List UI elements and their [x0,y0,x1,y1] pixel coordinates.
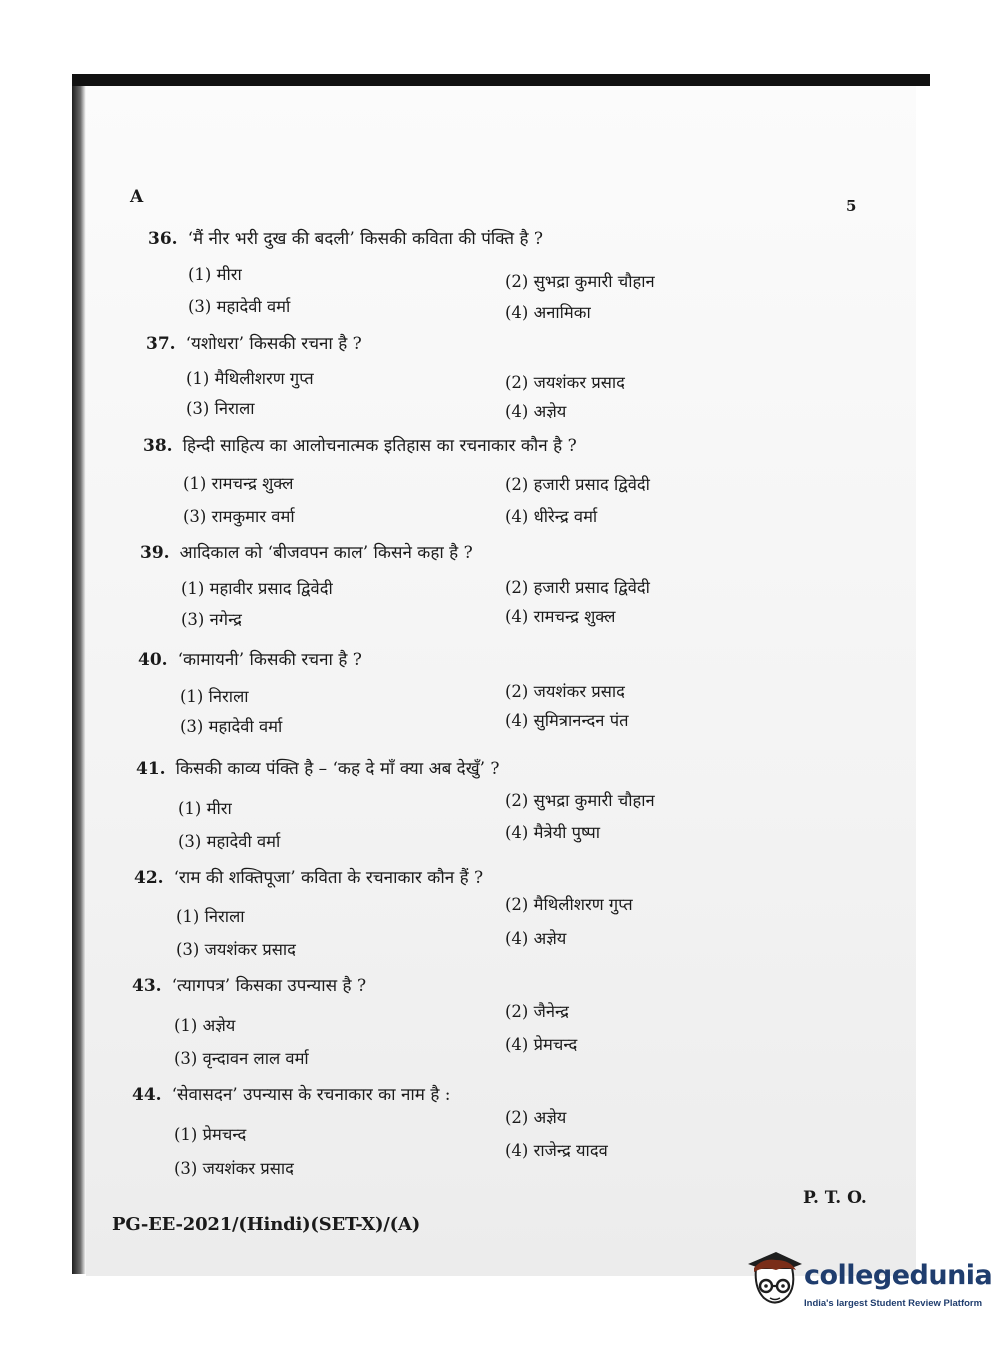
option-4: (4) रामचन्द्र शुक्ल [505,607,616,626]
option-1: (1) अज्ञेय [174,1016,236,1035]
option-1: (1) रामचन्द्र शुक्ल [183,474,294,493]
option-2: (2) हजारी प्रसाद द्विवेदी [505,475,650,494]
option-3: (3) निराला [186,399,255,418]
question-number: 39. [140,543,170,563]
option-3: (3) नगेन्द्र [181,610,242,629]
option-1: (1) प्रेमचन्द [174,1125,247,1144]
collegedunia-watermark [742,1248,993,1314]
question-number: 36. [148,229,178,249]
question-text: ‘त्यागपत्र’ किसका उपन्यास है ? [171,976,367,996]
question-number: 37. [146,334,176,354]
option-2: (2) सुभद्रा कुमारी चौहान [505,272,655,291]
option-2: (2) सुभद्रा कुमारी चौहान [505,791,655,810]
option-4: (4) सुमित्रानन्दन पंत [505,711,629,730]
question-number: 40. [138,650,168,670]
brand-name: collegedunia [804,1260,993,1291]
option-2: (2) जैनेन्द्र [505,1002,569,1021]
option-3: (3) वृन्दावन लाल वर्मा [174,1049,309,1068]
option-2: (2) हजारी प्रसाद द्विवेदी [505,578,650,597]
option-3: (3) महादेवी वर्मा [188,297,291,316]
option-1: (1) मीरा [178,799,232,818]
question-number: 38. [143,436,173,456]
option-1: (1) निराला [176,907,245,926]
question-text: ‘राम की शक्तिपूजा’ कविता के रचनाकार कौन हैं ? [173,868,484,888]
option-1: (1) महावीर प्रसाद द्विवेदी [181,579,333,598]
option-3: (3) रामकुमार वर्मा [183,507,295,526]
question-text: आदिकाल को ‘बीजवपन काल’ किसने कहा है ? [179,543,473,563]
option-2: (2) मैथिलीशरण गुप्त [505,895,633,914]
set-letter: A [130,187,144,207]
question-text: ‘सेवासदन’ उपन्यास के रचनाकार का नाम है : [171,1085,451,1105]
question-text: हिन्दी साहित्य का आलोचनात्मक इतिहास का रचनाकार कौन है ? [182,436,577,456]
option-4: (4) धीरेन्द्र वर्मा [505,507,598,526]
mascot-icon [742,1248,802,1310]
paper-code: PG-EE-2021/(Hindi)(SET-X)/(A) [112,1214,421,1235]
option-4: (4) अज्ञेय [505,402,567,421]
pto-label: P. T. O. [803,1188,867,1208]
option-2: (2) जयशंकर प्रसाद [505,373,625,392]
question-text: किसकी काव्य पंक्ति है – ‘कह दे माँ क्या अब देखुँ’ ? [175,759,500,779]
option-4: (4) मैत्रेयी पुष्पा [505,823,601,842]
option-3: (3) जयशंकर प्रसाद [176,940,296,959]
option-4: (4) राजेन्द्र यादव [505,1141,608,1160]
option-2: (2) अज्ञेय [505,1108,567,1127]
question-number: 44. [132,1085,162,1105]
page-number: 5 [846,197,857,215]
question-text: ‘मैं नीर भरी दुख की बदली’ किसकी कविता की पंक्ति है ? [187,229,544,249]
option-4: (4) अज्ञेय [505,929,567,948]
scan-edge-shadow [72,74,86,1274]
option-4: (4) प्रेमचन्द [505,1035,578,1054]
scan-top-border [72,74,930,86]
question-number: 42. [134,868,164,888]
option-3: (3) जयशंकर प्रसाद [174,1159,294,1178]
option-3: (3) महादेवी वर्मा [180,717,283,736]
brand-tagline: India's largest Student Review Platform [804,1298,983,1309]
option-1: (1) मैथिलीशरण गुप्त [186,369,314,388]
option-2: (2) जयशंकर प्रसाद [505,682,625,701]
option-3: (3) महादेवी वर्मा [178,832,281,851]
option-1: (1) निराला [180,687,249,706]
question-number: 41. [136,759,166,779]
option-4: (4) अनामिका [505,303,591,322]
option-1: (1) मीरा [188,265,242,284]
question-number: 43. [132,976,162,996]
question-text: ‘कामायनी’ किसकी रचना है ? [177,650,362,670]
question-text: ‘यशोधरा’ किसकी रचना है ? [185,334,362,354]
